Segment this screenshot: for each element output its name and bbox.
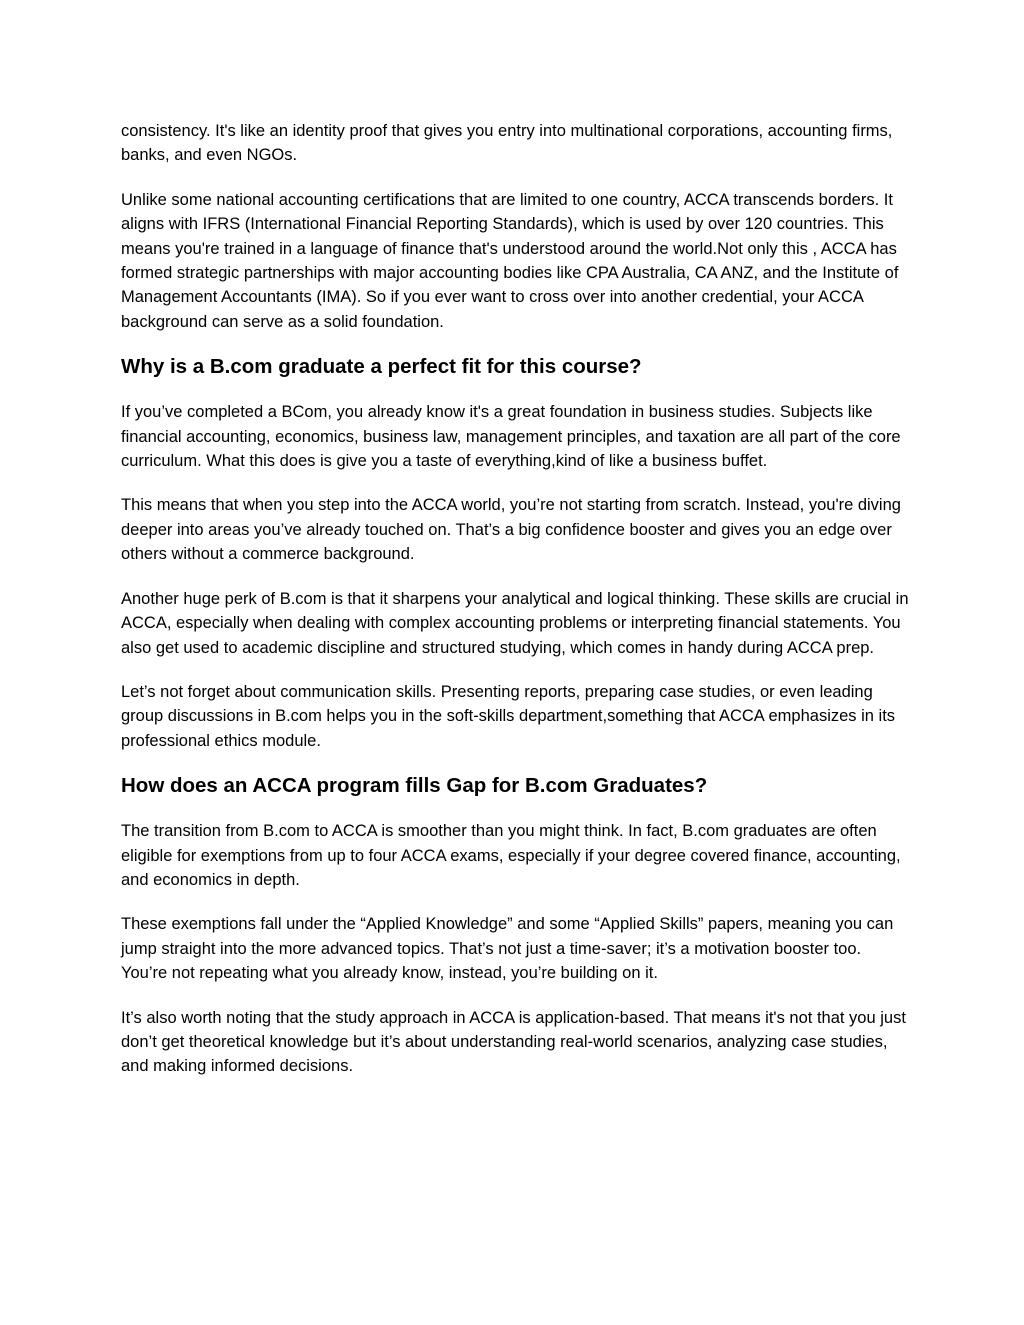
document-page <box>121 119 911 1099</box>
paragraph-study-approach: It’s also worth noting that the study approach in ACCA is application-based. That means it's not that you just don’t get theoretical knowledge but it’s about understanding real-world scenarios, analyzing case studies, and making informed decisions. <box>121 1008 906 1076</box>
heading-acca-fills-gap: How does an ACCA program fills Gap for B.com Graduates? <box>121 774 708 798</box>
paragraph-acca-borders: Unlike some national accounting certifications that are limited to one country, ACCA transcends borders. It aligns with IFRS (International Financial Reporting Standards), which is used by over 120 countries. This means you're trained in a language of finance that's understood around the world.Not only this , ACCA has formed strategic partnerships with major accounting bodies like CPA Australia, CA ANZ, and the Institute of Management Accountants (IMA). So if you ever want to cross over into another credential, your ACCA background can serve as a solid foundation. <box>121 190 899 331</box>
paragraph-communication-skills: Let’s not forget about communication skills. Presenting reports, preparing case studies, or even leading group discussions in B.com helps you in the soft-skills department,something that ACCA emphasizes in its professional ethics module. <box>121 682 896 750</box>
paragraph-transition: The transition from B.com to ACCA is smoother than you might think. In fact, B.com graduates are often eligible for exemptions from up to four ACCA exams, especially if your degree covered finance, accounting, and economics in depth. <box>121 822 901 889</box>
paragraph-exemptions: These exemptions fall under the “Applied Knowledge” and some “Applied Skills” papers, meaning you can jump straight into the more advanced topics. That’s not just a time-saver; it’s a motivation booster too. You’re not repeating what you already know, instead, you’re building on it. <box>121 915 894 983</box>
paragraph-consistency: consistency. It's like an identity proof that gives you entry into multinational corporations, accounting firms, banks, and even NGOs. <box>121 122 893 165</box>
paragraph-bcom-foundation: If you’ve completed a BCom, you already know it's a great foundation in business studies. Subjects like financial accounting, economics, business law, management principles, and taxation are all part of the core curriculum. What this does is give you a taste of everything,kind of like a business buffet. <box>121 403 901 471</box>
paragraph-not-from-scratch: This means that when you step into the ACCA world, you’re not starting from scratch. Instead, you're diving deeper into areas you’ve already touched on. That’s a big confidence booster and gives you an edge over others without a commerce background. <box>121 496 901 564</box>
paragraph-analytical-thinking: Another huge perk of B.com is that it sharpens your analytical and logical thinking. These skills are crucial in ACCA, especially when dealing with complex accounting problems or interpreting financial statements. You also get used to academic discipline and structured studying, which comes in handy during ACCA prep. <box>121 589 909 657</box>
heading-bcom-perfect-fit: Why is a B.com graduate a perfect fit for this course? <box>121 355 642 379</box>
